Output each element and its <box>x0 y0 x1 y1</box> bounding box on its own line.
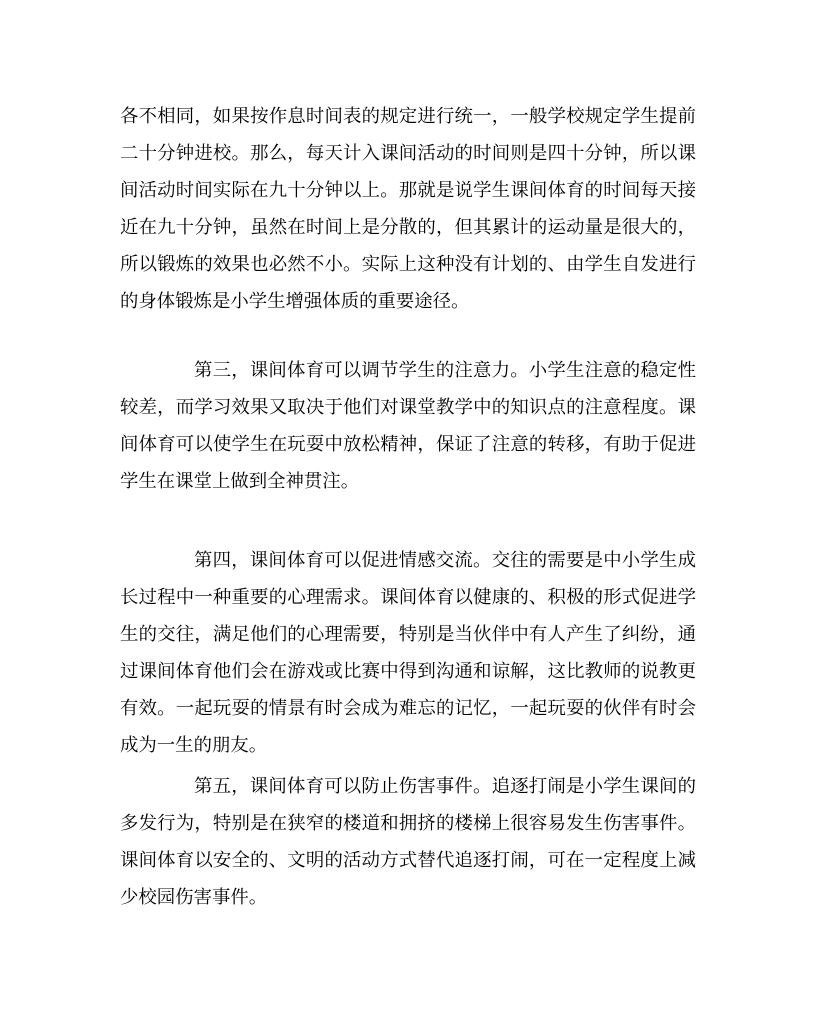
text-line: 第三，课间体育可以调节学生的注意力。小学生注意的稳定性 <box>194 360 696 381</box>
paragraph-fourth-point <box>120 542 696 764</box>
text-line: 间体育可以使学生在玩耍中放松精神，保证了注意的转移，有助于促进 <box>120 434 696 455</box>
text-line: 二十分钟进校。那么，每天计入课间活动的时间则是四十分钟，所以课 <box>120 143 696 164</box>
text-line: 较差，而学习效果又取决于他们对课堂教学中的知识点的注意程度。课 <box>120 397 696 418</box>
text-line: 间活动时间实际在九十分钟以上。那就是说学生课间体育的时间每天接 <box>120 180 696 201</box>
text-line: 学生在课堂上做到全神贯注。 <box>120 471 360 492</box>
paragraph-continuation <box>120 98 696 320</box>
text-line: 长过程中一种重要的心理需求。课间体育以健康的、积极的形式促进学 <box>120 587 696 608</box>
text-line: 各不相同，如果按作息时间表的规定进行统一，一般学校规定学生提前 <box>120 106 696 127</box>
text-line: 所以锻炼的效果也必然不小。实际上这种没有计划的、由学生自发进行 <box>120 254 696 275</box>
text-line: 成为一生的朋友。 <box>120 735 268 756</box>
text-line: 有效。一起玩耍的情景有时会成为难忘的记忆，一起玩耍的伙伴有时会 <box>120 698 696 719</box>
text-line: 近在九十分钟，虽然在时间上是分散的，但其累计的运动量是很大的， <box>120 217 696 238</box>
text-line: 生的交往，满足他们的心理需要，特别是当伙伴中有人产生了纠纷，通 <box>120 624 696 645</box>
text-line: 课间体育以安全的、文明的活动方式替代追逐打闹，可在一定程度上减 <box>120 850 696 871</box>
text-line: 第五，课间体育可以防止伤害事件。追逐打闹是小学生课间的 <box>194 776 696 797</box>
text-line: 多发行为，特别是在狭窄的楼道和拥挤的楼梯上很容易发生伤害事件。 <box>120 813 696 834</box>
text-line: 过课间体育他们会在游戏或比赛中得到沟通和谅解，这比教师的说教更 <box>120 661 696 682</box>
text-line: 第四，课间体育可以促进情感交流。交往的需要是中小学生成 <box>194 550 696 571</box>
paragraph-fifth-point <box>120 768 696 916</box>
paragraph-third-point <box>120 352 696 500</box>
text-line: 少校园伤害事件。 <box>120 887 268 908</box>
text-line: 的身体锻炼是小学生增强体质的重要途径。 <box>120 291 470 312</box>
